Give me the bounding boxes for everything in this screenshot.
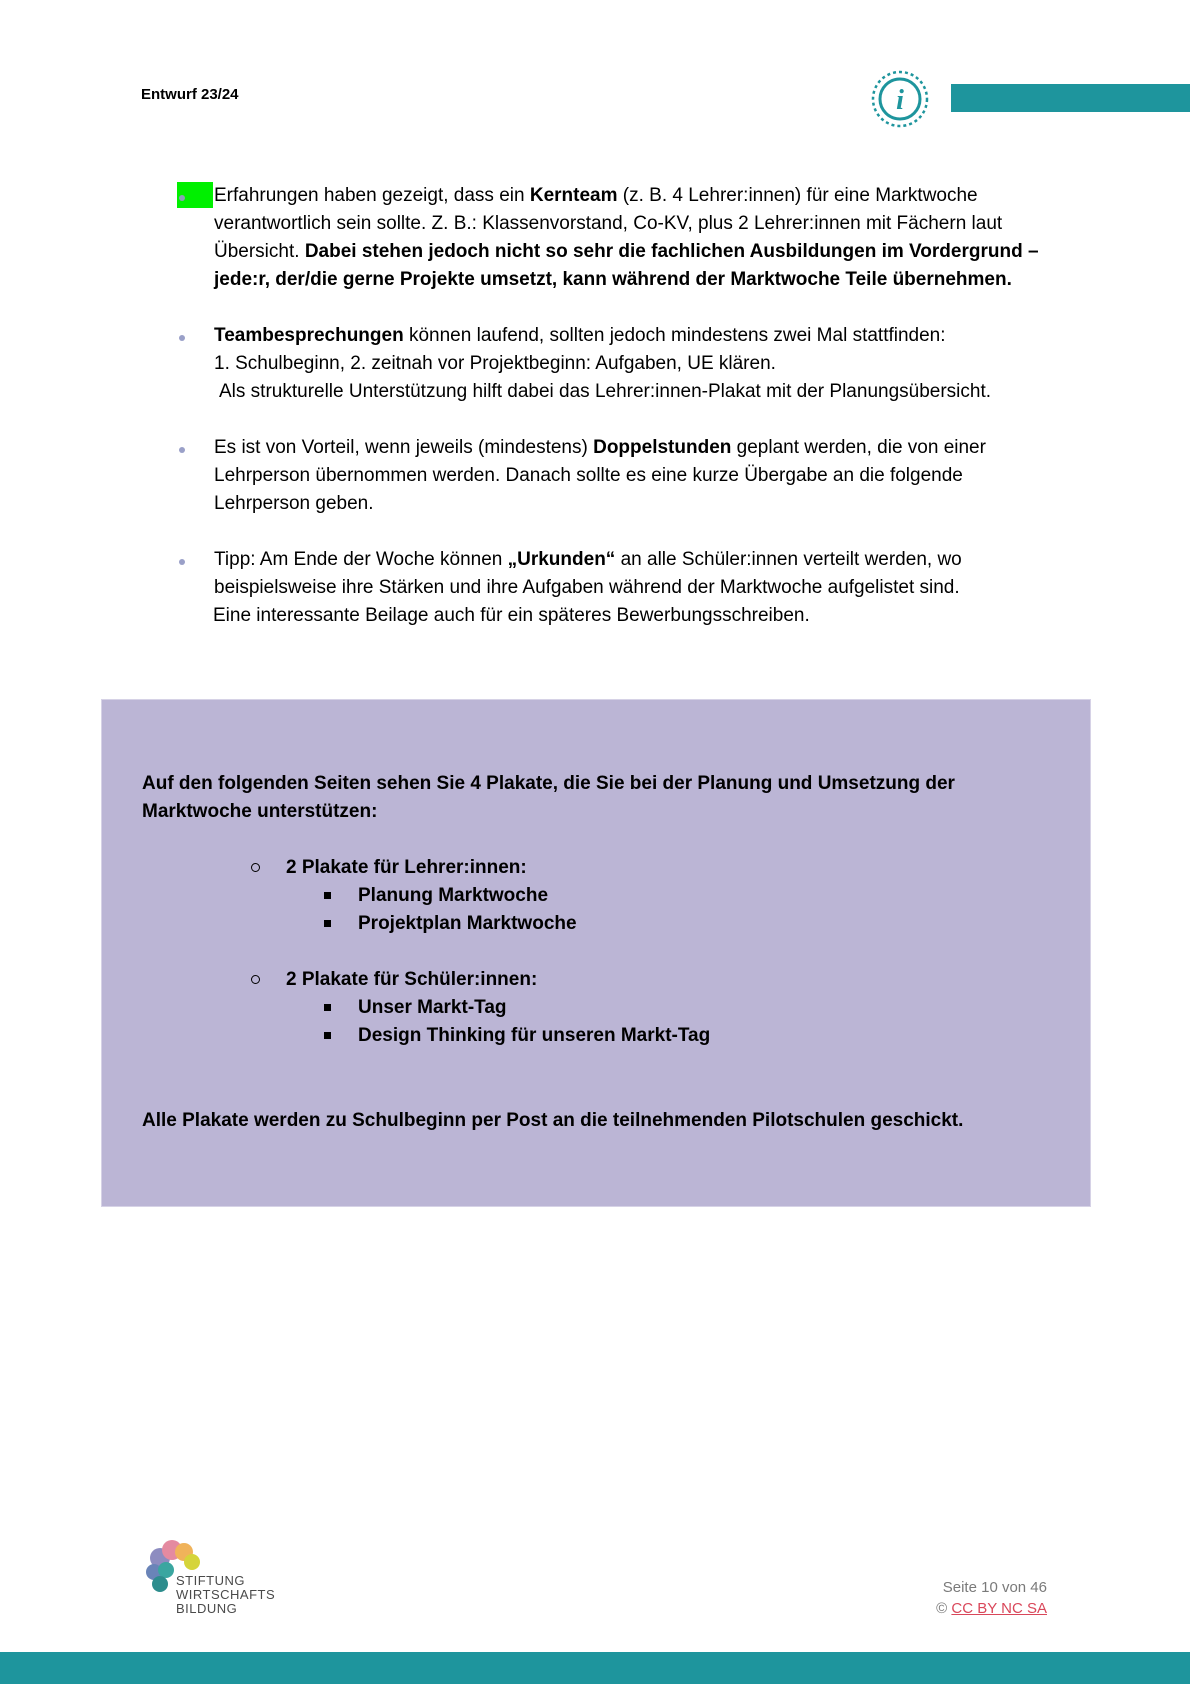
bullet-icon: [179, 447, 185, 453]
bullet-text: Erfahrungen haben gezeigt, dass ein Kernteam (z. B. 4 Lehrer:innen) für eine Marktwoche verantwortlich sein sollte. Z. B.: Klassenvorstand, Co-KV, plus 2 Lehrer:innen mit Fächern laut Übersicht. Dabei stehen jedoch nicht so sehr die fachlichen Ausbildungen im Vordergrund – jede:r, der/die gerne Projekte umsetzt, kann während der Marktwoche Teile übernehmen.: [214, 185, 1039, 290]
poster-item: Unser Markt-Tag: [102, 994, 1002, 1022]
page-number: Seite 10 von 46: [942, 1579, 1047, 1596]
poster-group-teachers: [102, 854, 1002, 938]
copyright-symbol: ©: [936, 1600, 948, 1617]
callout-outro: Alle Plakate werden zu Schulbeginn per Post an die teilnehmenden Pilotschulen geschickt.: [142, 1110, 964, 1131]
callout-intro: Auf den folgenden Seiten sehen Sie 4 Plakate, die Sie bei der Planung und Umsetzung der Marktwoche unterstützen:: [142, 773, 955, 822]
bullet-icon: [179, 559, 185, 565]
poster-info-box: [101, 699, 1091, 1207]
bullet-icon: [179, 195, 185, 201]
square-bullet-icon: [324, 1004, 331, 1011]
info-icon: [871, 70, 929, 128]
header-label: Entwurf 23/24: [141, 86, 239, 103]
poster-item: Projektplan Marktwoche: [102, 910, 1002, 938]
main-content: [141, 182, 1061, 658]
svg-text:i: i: [896, 85, 904, 116]
circle-bullet-icon: [251, 863, 260, 872]
group-title: 2 Plakate für Schüler:innen:: [102, 966, 1002, 994]
poster-item: Design Thinking für unseren Markt-Tag: [102, 1022, 1002, 1050]
header-accent-bar: [951, 84, 1190, 112]
list-item: [141, 546, 1061, 630]
list-item: [141, 434, 1061, 518]
bullet-text: Tipp: Am Ende der Woche können „Urkunden“ an alle Schüler:innen verteilt werden, wo beispielsweise ihre Stärken und ihre Aufgaben während der Marktwoche aufgelistet sind.: [214, 549, 962, 598]
group-title: 2 Plakate für Lehrer:innen:: [102, 854, 1002, 882]
bullet-icon: [179, 335, 185, 341]
bullet-text-line: Als strukturelle Unterstützung hilft dabei das Lehrer:innen-Plakat mit der Planungsübersicht.: [219, 381, 992, 402]
footer-accent-bar: [0, 1652, 1190, 1684]
bullet-text-line: 1. Schulbeginn, 2. zeitnah vor Projektbeginn: Aufgaben, UE klären.: [214, 353, 776, 374]
square-bullet-icon: [324, 1032, 331, 1039]
list-item: [141, 322, 1061, 406]
logo-text: STIFTUNG WIRTSCHAFTS BILDUNG: [176, 1573, 276, 1616]
bullet-text: Es ist von Vorteil, wenn jeweils (mindestens) Doppelstunden geplant werden, die von einer Lehrperson übernommen werden. Danach sollte es eine kurze Übergabe an die folgende Lehrperson geben.: [214, 437, 986, 514]
license-line: [936, 1599, 1047, 1619]
poster-group-students: [102, 966, 1002, 1050]
poster-item: Planung Marktwoche: [102, 882, 1002, 910]
square-bullet-icon: [324, 920, 331, 927]
license-link[interactable]: CC BY NC SA: [951, 1600, 1047, 1617]
bullet-list: [141, 182, 1061, 630]
list-item: [141, 182, 1061, 294]
bullet-text: Teambesprechungen können laufend, sollten jedoch mindestens zwei Mal stattfinden:: [214, 325, 946, 346]
bullet-text-line: Eine interessante Beilage auch für ein späteres Bewerbungsschreiben.: [213, 605, 810, 626]
square-bullet-icon: [324, 892, 331, 899]
circle-bullet-icon: [251, 975, 260, 984]
